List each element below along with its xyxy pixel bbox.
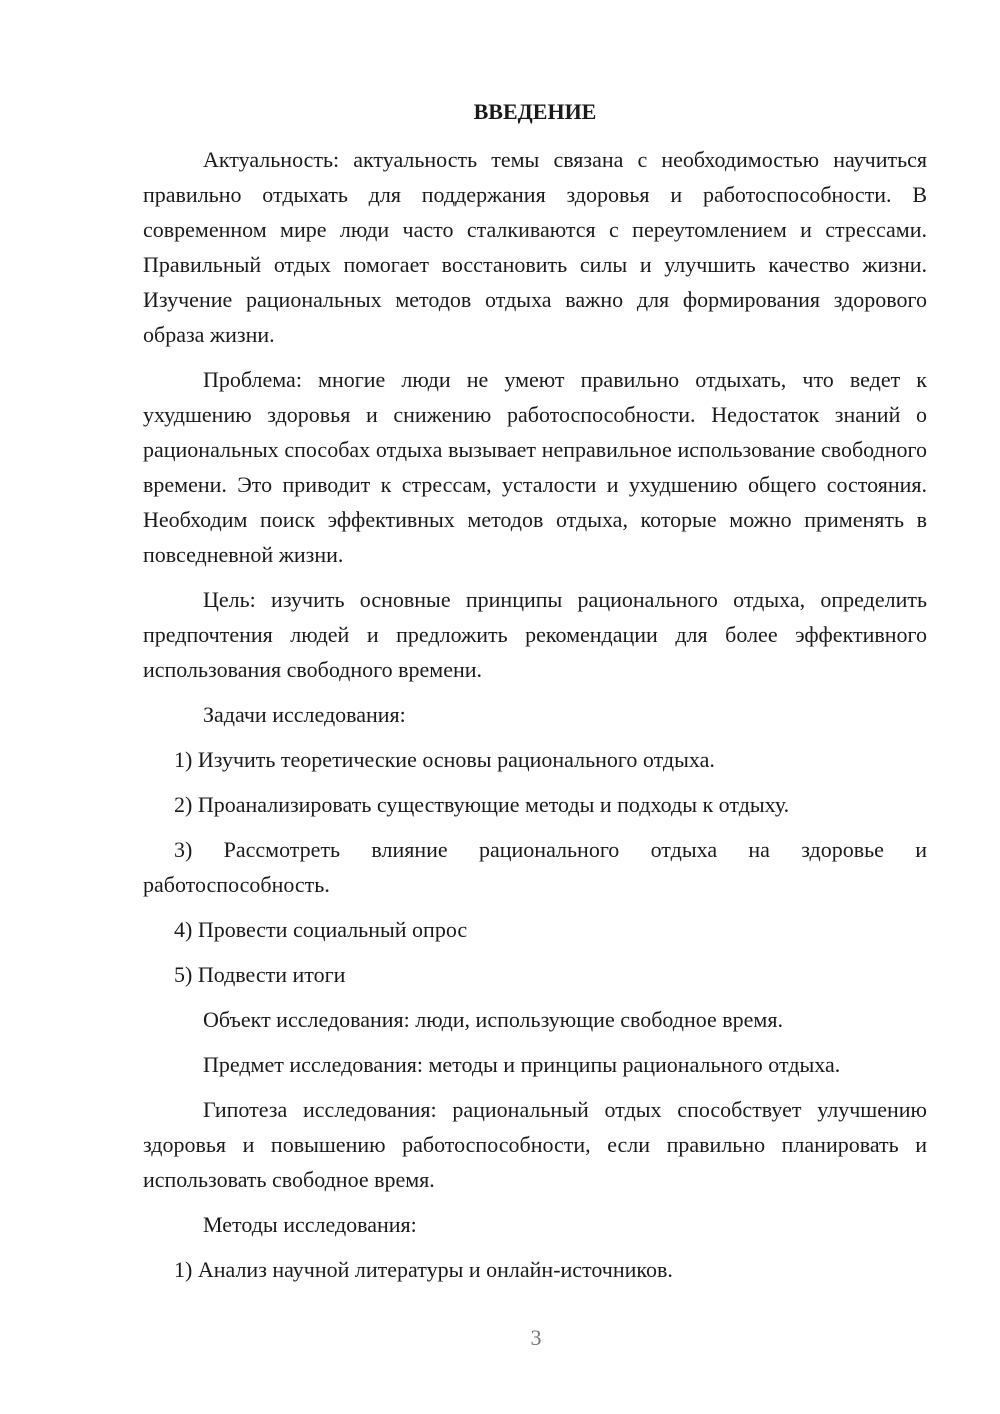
task-item-5: 5) Подвести итоги xyxy=(174,962,346,987)
paragraph-problem: Проблема: многие люди не умеют правильно отдыхать, что ведет к ухудшению здоровья и снижению работоспособности. Недостаток знаний о рациональных способах отдыха вызывает неправильное использование свободного времени. Это приводит к стрессам, усталости и ухудшению общего состояния. Необходим поиск эффективных методов отдыха, которые можно применять в повседневной жизни. xyxy=(143,367,927,567)
paragraph-tasks-heading: Задачи исследования: xyxy=(203,702,406,727)
page-number: 3 xyxy=(530,1325,542,1350)
section-title xyxy=(143,94,927,129)
paragraph-object: Объект исследования: люди, использующие свободное время. xyxy=(203,1007,783,1032)
task-item-1: 1) Изучить теоретические основы рационального отдыха. xyxy=(174,747,715,772)
paragraph-methods-heading: Методы исследования: xyxy=(203,1212,417,1237)
task-item-3: 3) Рассмотреть влияние рационального отдыха на здоровье и работоспособность. xyxy=(143,837,927,897)
section-title-text: ВВЕДЕНИЕ xyxy=(473,99,597,124)
paragraph-goal: Цель: изучить основные принципы рационального отдыха, определить предпочтения людей и предложить рекомендации для более эффективного использования свободного времени. xyxy=(143,587,927,682)
task-item-4: 4) Провести социальный опрос xyxy=(174,917,468,942)
page-body xyxy=(143,94,927,1297)
paragraph-subject: Предмет исследования: методы и принципы рационального отдыха. xyxy=(203,1052,841,1077)
paragraph-relevance: Актуальность: актуальность темы связана с необходимостью научиться правильно отдыхать для поддержания здоровья и работоспособности. В современном мире люди часто сталкиваются с переутомлением и стрессами. Правильный отдых помогает восстановить силы и улучшить качество жизни. Изучение рациональных методов отдыха важно для формирования здорового образа жизни. xyxy=(143,147,927,347)
method-item-1: 1) Анализ научной литературы и онлайн-источников. xyxy=(174,1257,673,1282)
task-item-2: 2) Проанализировать существующие методы и подходы к отдыху. xyxy=(174,792,790,817)
paragraph-hypothesis: Гипотеза исследования: рациональный отдых способствует улучшению здоровья и повышению работоспособности, если правильно планировать и использовать свободное время. xyxy=(143,1097,927,1192)
